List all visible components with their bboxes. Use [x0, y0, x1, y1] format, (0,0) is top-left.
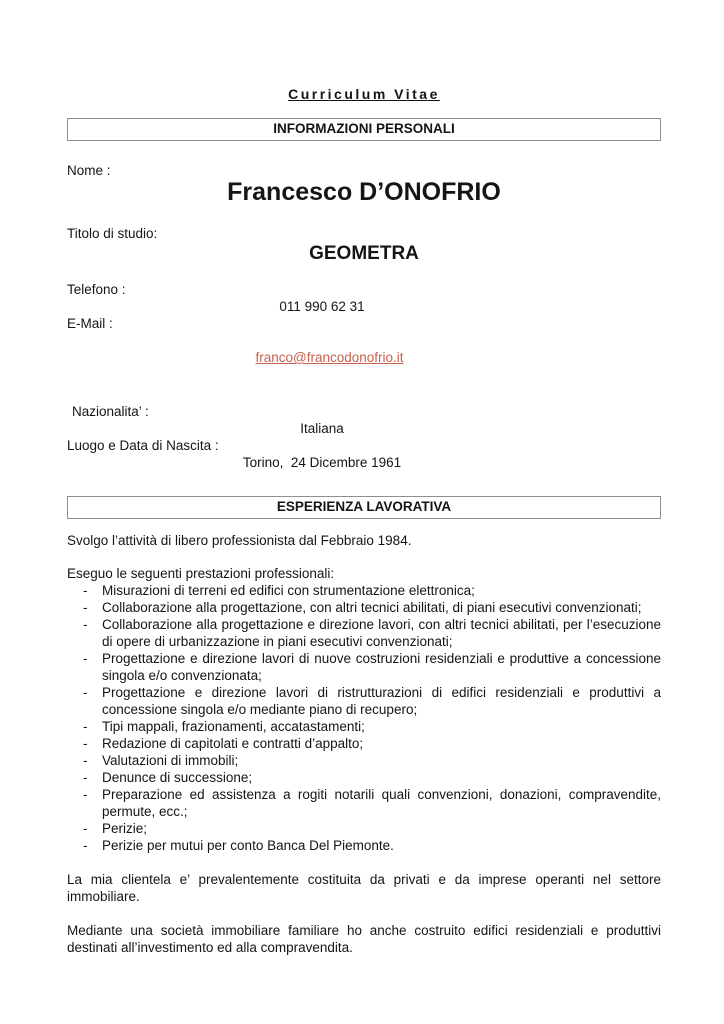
- services-intro: Eseguo le seguenti prestazioni professionali:: [67, 566, 335, 581]
- email-link[interactable]: franco@francodonofrio.it: [255, 350, 404, 365]
- email-label: E-Mail :: [67, 316, 113, 331]
- service-item: - Collaborazione alla progettazione, con altri tecnici abilitati, di piani esecutivi convenzionati;: [67, 599, 661, 616]
- service-item: - Redazione di capitolati e contratti d’appalto;: [67, 735, 661, 752]
- phone-label: Telefono :: [67, 282, 126, 297]
- birthplace-value: Torino, 24 Dicembre 1961: [242, 455, 402, 470]
- degree-value: GEOMETRA: [309, 243, 419, 264]
- service-item: - Denunce di successione;: [67, 769, 661, 786]
- service-item: - Tipi mappali, frazionamenti, accatastamenti;: [67, 718, 661, 735]
- degree-label: Titolo di studio:: [67, 226, 158, 241]
- service-item: - Perizie;: [67, 820, 661, 837]
- document-title: Curriculum Vitae: [288, 86, 440, 102]
- service-item: - Misurazioni di terreni ed edifici con strumentazione elettronica;: [67, 582, 661, 599]
- service-item: - Perizie per mutui per conto Banca Del Piemonte.: [67, 837, 661, 854]
- nationality-label: Nazionalita’ :: [72, 404, 149, 419]
- service-item: - Collaborazione alla progettazione e direzione lavori, con altri tecnici abilitati, per l’esecuzione di opere di urbanizzazione in piani esecutivi convenzionati;: [67, 616, 661, 650]
- company-paragraph: Mediante una società immobiliare familiare ho anche costruito edifici residenziali e produttivi destinati all’investimento ed alla compravendita.: [67, 923, 661, 955]
- service-item: - Progettazione e direzione lavori di ristrutturazioni di edifici residenziali e produttivi a concessione singola e/o mediante piano di recupero;: [67, 684, 661, 718]
- service-item: - Preparazione ed assistenza a rogiti notarili quali convenzioni, donazioni, compravendite, permute, ecc.;: [67, 786, 661, 820]
- name-value: Francesco D’ONOFRIO: [227, 178, 501, 206]
- personal-info-section-header: [67, 118, 661, 141]
- service-item: - Valutazioni di immobili;: [67, 752, 661, 769]
- nationality-value: Italiana: [300, 421, 344, 436]
- experience-section-header-text: ESPERIENZA LAVORATIVA: [276, 499, 452, 514]
- experience-section-header: [67, 496, 661, 519]
- phone-value: 011 990 62 31: [279, 299, 365, 314]
- name-label: Nome :: [67, 163, 111, 178]
- clients-paragraph: La mia clientela e’ prevalentemente costituita da privati e da imprese operanti nel settore immobiliare.: [67, 872, 661, 904]
- email-row: [67, 332, 577, 383]
- service-item: - Progettazione e direzione lavori di nuove costruzioni residenziali e produttive a concessione singola e/o convenzionata;: [67, 650, 661, 684]
- services-list: [67, 582, 661, 854]
- personal-info-section-header-text: INFORMAZIONI PERSONALI: [273, 121, 455, 136]
- birthplace-label: Luogo e Data di Nascita :: [67, 438, 219, 453]
- experience-intro: Svolgo l’attività di libero professionista dal Febbraio 1984.: [67, 533, 412, 548]
